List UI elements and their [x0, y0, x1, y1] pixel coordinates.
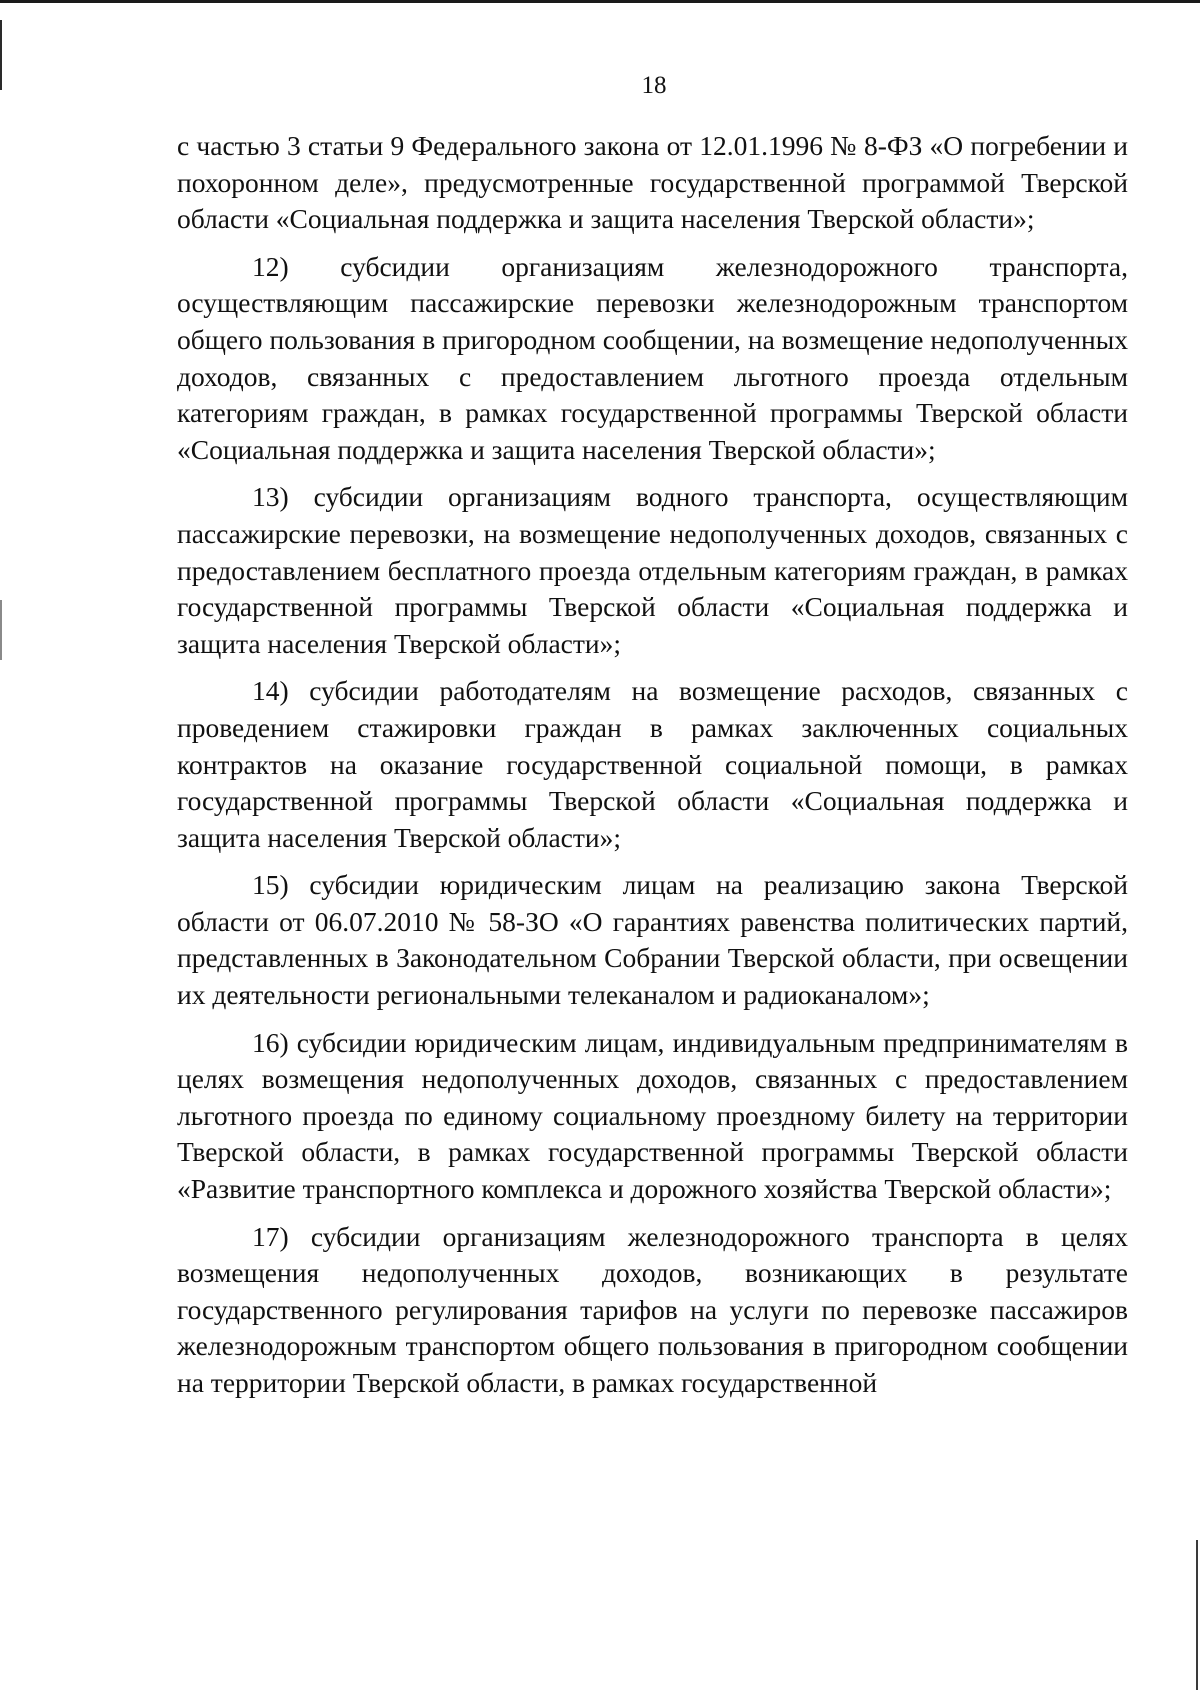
paragraph-item-13: 13) субсидии организациям водного транспорта, осуществляющим пассажирские перевозки, на возмещение недополученных доходов, связанных с предоставлением бесплатного проезда отдельным категориям граждан, в рамках государственной программы Тверской области «Социальная поддержка и защита населения Тверской области»;: [177, 481, 1128, 659]
scan-edge-left-mark: [0, 600, 2, 660]
paragraph-item-15: 15) субсидии юридическим лицам на реализацию закона Тверской области от 06.07.2010 № 58-ЗО «О гарантиях равенства политических партий, представленных в Законодательном Собрании Тверской области, при освещении их деятельности региональными телеканалом и радиоканалом»;: [177, 869, 1128, 1011]
page-number: 18: [641, 72, 667, 99]
document-body: [177, 128, 1128, 1413]
paragraph-item-12: 12) субсидии организациям железнодорожного транспорта, осуществляющим пассажирские перевозки железнодорожным транспортом общего пользования в пригородном сообщении, на возмещение недополученных доходов, связанных с предоставлением льготного проезда отдельным категориям граждан, в рамках государственной программы Тверской области «Социальная поддержка и защита населения Тверской области»;: [177, 250, 1128, 465]
scan-edge-right: [1196, 1540, 1198, 1690]
paragraph-item-14: 14) субсидии работодателям на возмещение расходов, связанных с проведением стажировки граждан в рамках заключенных социальных контрактов на оказание государственной социальной помощи, в рамках государственной программы Тверской области «Социальная поддержка и защита населения Тверской области»;: [177, 675, 1128, 853]
scan-edge-top: [0, 0, 1200, 3]
paragraph-continuation: с частью 3 статьи 9 Федерального закона от 12.01.1996 № 8-ФЗ «О погребении и похоронном деле», предусмотренные государственной программой Тверской области «Социальная поддержка и защита населения Тверской области»;: [177, 130, 1128, 235]
paragraph-item-17: 17) субсидии организациям железнодорожного транспорта в целях возмещения недополученных доходов, возникающих в результате государственного регулирования тарифов на услуги по перевозке пассажиров железнодорожным транспортом общего пользования в пригородном сообщении на территории Тверской области, в рамках государственной: [177, 1220, 1128, 1398]
paragraph-item-16: 16) субсидии юридическим лицам, индивидуальным предпринимателям в целях возмещения недополученных доходов, связанных с предоставлением льготного проезда по единому социальному проездному билету на территории Тверской области, в рамках государственной программы Тверской области «Развитие транспортного комплекса и дорожного хозяйства Тверской области»;: [177, 1026, 1128, 1205]
